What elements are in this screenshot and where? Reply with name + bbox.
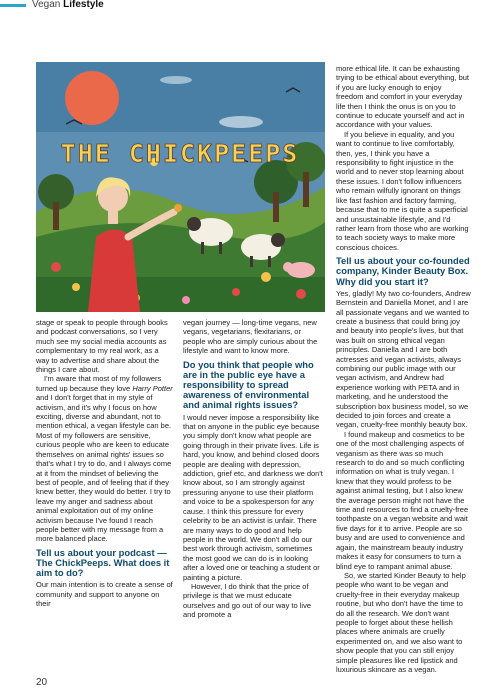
section-label [32,0,104,10]
article-column-3 [336,64,471,674]
paragraph: stage or speak to people through books and podcast conversations, so I very much see my social media accounts as complementary to my real work, as a way to advertise and share about the things I care about. [36,318,168,375]
section-accent-bar [0,4,26,7]
paragraph: vegan journey — long-time vegans, new vegans, vegetarians, flexitarians, or people who are simply curious about the lifestyle and want to know more. [183,318,318,356]
paragraph: However, I do think that the price of privilege is that we must educate ourselves and go out of our way to live and promote a [183,581,311,620]
question-heading: Do you think that people who are in the public eye have a responsibility to spread awareness of environmental and animal rights issues? [183,358,314,411]
paragraph: Our main intention is to create a sense of community and support to anyone on their [36,580,173,609]
cover-title: THE CHICKPEEPS [60,139,300,168]
section-label-plain: Vegan [32,0,61,10]
cover-sun [65,71,119,125]
paragraph: more ethical life. It can be exhausting trying to be ethical about everything, but if you are lucky enough to enjoy freedom and comfort in your everyday life then I think the onus is on you to continue to educate yourself and act in accordance with your values. [336,64,470,130]
podcast-cover-illustration [36,62,325,312]
paragraph: I would never impose a responsibility like that on anyone in the public eye because you simply don't know what people are going through in their private lives. Life is hard, you know, and behind closed doors people are dealing with depression, addiction, grief etc, and darkness we don't know about, so I am strongly against pressuring anyone to use their platform and voice to be a spokesperson for any cause. I think this pressure for every celebrity to be an activist is unfair. There are many ways to do good and help people in the world. We don't all do our best work through activism, sometimes the most good we can do is in looking after a loved one or teaching a student or painting a picture. [183,412,323,582]
article-column-2 [183,318,323,620]
paragraph-italic-text: Harry Potter [132,383,173,393]
question-heading: Tell us about your co-founded company, Kinder Beauty Box. Why did you start it? [336,255,470,287]
cover-foreground [36,277,325,312]
question-heading: Tell us about your podcast — The ChickPeeps. What does it aim to do? [36,546,170,579]
article-column-1 [36,318,173,609]
paragraph-text: I'm aware that most of my followers turned up because they love [36,374,162,393]
cover-cloud [219,116,263,128]
cover-cloud [160,76,192,84]
paragraph-text: and I don't forget that in my style of activism, and it's why I focus on how exciting, diverse and abundant, not to mention ethical, a vegan lifestyle can be. Most of my followers are sensitive, curious people who are keen to educate themselves on animal rights' issues so that's what I try to do, and I always come at it from the mindset of believing the best of people, and of feeling that if they knew better, they would do better. I try to leave my anger and sadness about animal exploitation out of my online activism because I've found I reach people better with my message from a more balanced place. [36,393,172,544]
paragraph: Yes, gladly! My two co-founders, Andrew Bernstein and Daniella Monet, and I are all passionate vegans and we wanted to create a business that could bring joy and beauty into people's lives, but that was built on strong ethical vegan principles. Daniella and I are both actresses and vegan activists, always combining our public image with our vegan activism, and Andrew had experience working with PETA and in marketing, and he understood the subscription box business model, so we decided to join forces and create a vegan, cruelty-free monthly beauty box. [336,288,471,430]
page-number: 20 [36,677,48,688]
section-label-bold: Lifestyle [63,0,104,10]
paragraph: So, we started Kinder Beauty to help people who want to be vegan and cruelty-free in their everyday makeup routine, but who don't have the time to do all the research. We don't want people to forget about these hellish places where animals are cruelly experimented on, and we also want to show people that you can still enjoy simple pleasures like red lipstick and luxurious skincare as a vegan. [336,570,466,674]
paragraph [36,374,173,543]
paragraph: I found makeup and cosmetics to be one of the most challenging aspects of veganism as there was so much research to do and so much conflicting information on what is truly vegan. I knew that they would profess to be against animal testing, but I also knew the average person might not have the time and resources to find a cruelty-free toothpaste on a vegan website and wait five days for it to arrive. People are so busy and are used to convenience and again, the mainstream beauty industry makes it easy for consumers to turn a blind eye to rampant animal abuse. [336,429,469,571]
paragraph: If you believe in equality, and you want to continue to live comfortably, then, yes, I think you have a responsibility to fight injustice in the world and to never stop learning about these issues. I don't follow influencers who remain wilfully ignorant on things like fast fashion and factory farming, because that to me is quite a superficial and unsustainable lifestyle, and I'd rather learn from those who are working to teach society ways to make more conscious choices. [336,129,469,252]
cover-art-svg [36,62,325,312]
